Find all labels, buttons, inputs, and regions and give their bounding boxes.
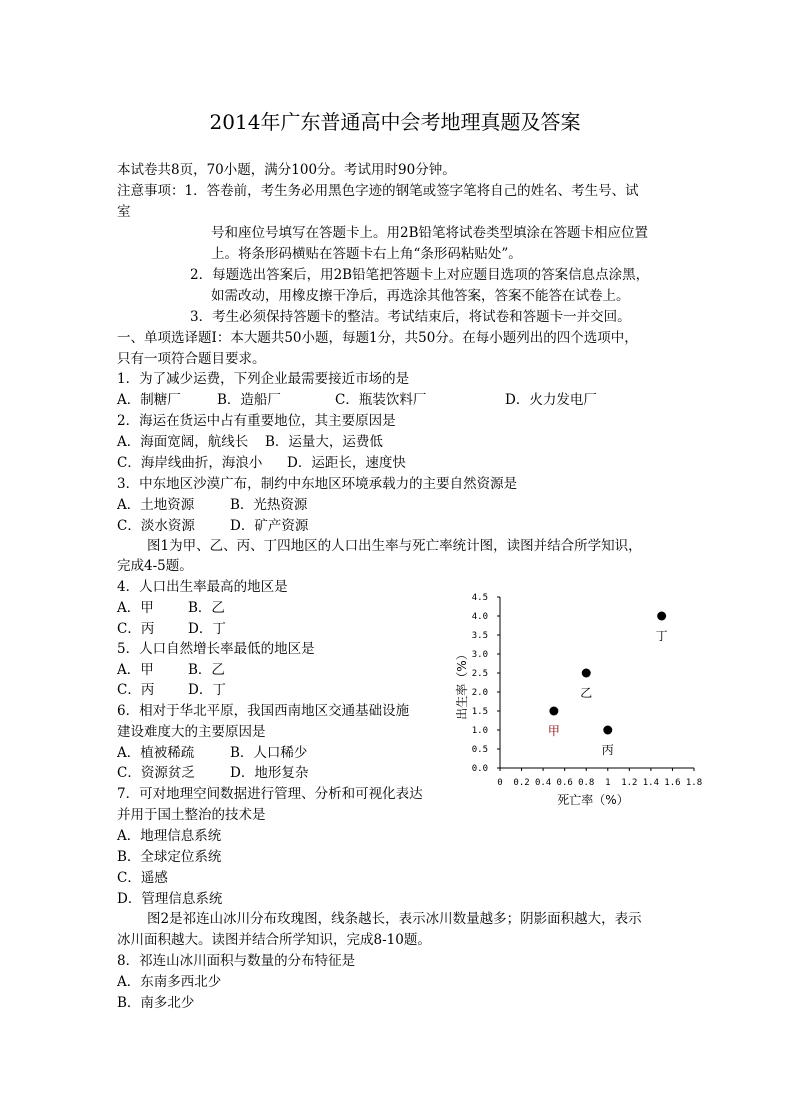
question-3: 3．中东地区沙漠广布，制约中东地区环境承载力的主要自然资源是 (117, 476, 518, 492)
intro-line: 上。将条形码横贴在答题卡右上角“条形码粘贴处”。 (211, 246, 522, 262)
question-4: 4．人口出生率最高的地区是 (117, 579, 288, 595)
figure-2-intro: 图2是祁连山冰川分布玫瑰图，线条越长，表示冰川数量越多；阴影面积越大，表示 (147, 911, 642, 927)
y-tick-label: 0.5 (471, 745, 488, 755)
option: B．运量大，运费低 (265, 434, 383, 450)
y-tick-label: 1.5 (471, 707, 488, 717)
y-tick-label: 3.0 (471, 650, 488, 660)
y-tick-label: 2.5 (471, 669, 488, 679)
option: C．淡水资源 (117, 518, 195, 534)
document-title: 2014年广东普通高中会考地理真题及答案 (209, 110, 581, 134)
x-tick-label: 1.2 (621, 778, 638, 788)
y-tick-label: 0.0 (471, 764, 488, 774)
intro-line: 本试卷共8页，70小题，满分100分。考试用时90分钟。 (117, 162, 456, 178)
data-point (582, 669, 591, 678)
x-tick-label: 0.4 (534, 778, 552, 788)
y-tick-label: 3.5 (471, 631, 488, 641)
intro-line: 注意事项：1．答卷前，考生务必用黑色字迹的钢笔或签字笔将自己的姓名、考生号、试 (117, 183, 639, 199)
data-point-label: 丁 (655, 629, 668, 643)
option: D．矿产资源 (230, 518, 309, 534)
intro-line: 室 (117, 204, 131, 220)
option: A．地理信息系统 (117, 828, 222, 844)
option: B．全球定位系统 (117, 849, 222, 865)
intro-line: 号和座位号填写在答题卡上。用2B铅笔将试卷类型填涂在答题卡相应位置 (211, 225, 649, 241)
data-point-label: 丙 (601, 743, 614, 757)
x-tick-label: 1.6 (664, 778, 681, 788)
option: B．光热资源 (230, 497, 308, 513)
figure-2-intro: 冰川面积越大。读图并结合所学知识，完成8-10题。 (117, 932, 431, 948)
x-axis-label: 死亡率（%） (557, 793, 629, 807)
option: D．火力发电厂 (505, 392, 597, 408)
x-tick-label: 1 (605, 778, 611, 788)
y-tick-label: 4.0 (471, 612, 488, 622)
question-8: 8．祁连山冰川面积与数量的分布特征是 (117, 953, 356, 969)
question-1: 1．为了减少运费，下列企业最需要接近市场的是 (117, 371, 410, 387)
option: B．乙 (188, 662, 225, 678)
question-5: 5．人口自然增长率最低的地区是 (117, 641, 315, 657)
intro-line: 3．考生必须保持答题卡的整洁。考试结束后，将试卷和答题卡一并交回。 (190, 309, 631, 325)
intro-line: 如需改动，用橡皮擦干净后，再选涂其他答案，答案不能答在试卷上。 (211, 288, 630, 304)
option: C．瓶装饮料厂 (335, 392, 427, 408)
figure-1-intro: 完成4-5题。 (117, 558, 193, 574)
option: B．南多北少 (117, 995, 195, 1011)
option: C．遥感 (117, 870, 168, 886)
option: C．海岸线曲折，海浪小 (117, 455, 263, 471)
section-heading: 一、单项选译题Ⅰ：本大题共50小题，每题1分，共50分。在每小题列出的四个选项中， (117, 330, 638, 346)
x-tick-label: 0 (497, 778, 503, 788)
option: D．管理信息系统 (117, 891, 223, 907)
option: A．制糖厂 (117, 392, 181, 408)
option: B．造船厂 (217, 392, 281, 408)
x-tick-label: 0.2 (513, 778, 530, 788)
option: A．甲 (117, 662, 154, 678)
option: C．丙 (117, 621, 155, 637)
question-7: 并用于国土整治的技术是 (117, 807, 266, 823)
y-axis-label: 出生率（%） (455, 648, 469, 720)
data-point-label: 乙 (580, 686, 593, 700)
option: A．植被稀疏 (117, 745, 195, 761)
option: A．甲 (117, 600, 154, 616)
x-tick-label: 0.6 (556, 778, 573, 788)
option: A．东南多西北少 (117, 974, 222, 990)
option: D．丁 (188, 621, 226, 637)
section-heading: 只有一项符合题目要求。 (117, 351, 266, 367)
figure-1-intro: 图1为甲、乙、丙、丁四地区的人口出生率与死亡率统计图，读图并结合所学知识， (147, 538, 642, 554)
intro-line: 2．每题选出答案后，用2B铅笔把答题卡上对应题目选项的答案信息点涂黑， (190, 267, 650, 283)
option: D．地形复杂 (230, 765, 309, 781)
question-6: 建设难度大的主要原因是 (117, 724, 266, 740)
y-tick-label: 2.0 (471, 688, 488, 698)
question-2: 2．海运在货运中占有重要地位，其主要原因是 (117, 413, 396, 429)
option: A．土地资源 (117, 497, 195, 513)
x-tick-label: 1.4 (642, 778, 660, 788)
data-point (603, 726, 612, 735)
question-7: 7．可对地理空间数据进行管理、分析和可视化表达 (117, 786, 423, 802)
y-tick-label: 4.5 (471, 593, 488, 603)
option: D．丁 (188, 682, 226, 698)
x-tick-label: 0.8 (578, 778, 595, 788)
option: C．丙 (117, 682, 155, 698)
option: D．运距长，速度快 (287, 455, 406, 471)
data-point (549, 707, 558, 716)
option: C．资源贫乏 (117, 765, 195, 781)
data-point-label: 甲 (547, 724, 560, 738)
data-point (657, 612, 666, 621)
option: A．海面宽阔，航线长 (117, 434, 249, 450)
y-tick-label: 1.0 (471, 726, 488, 736)
option: B．人口稀少 (230, 745, 308, 761)
option: B．乙 (188, 600, 225, 616)
x-tick-label: 1.8 (685, 778, 703, 788)
question-6: 6．相对于华北平原，我国西南地区交通基础设施 (117, 703, 410, 719)
